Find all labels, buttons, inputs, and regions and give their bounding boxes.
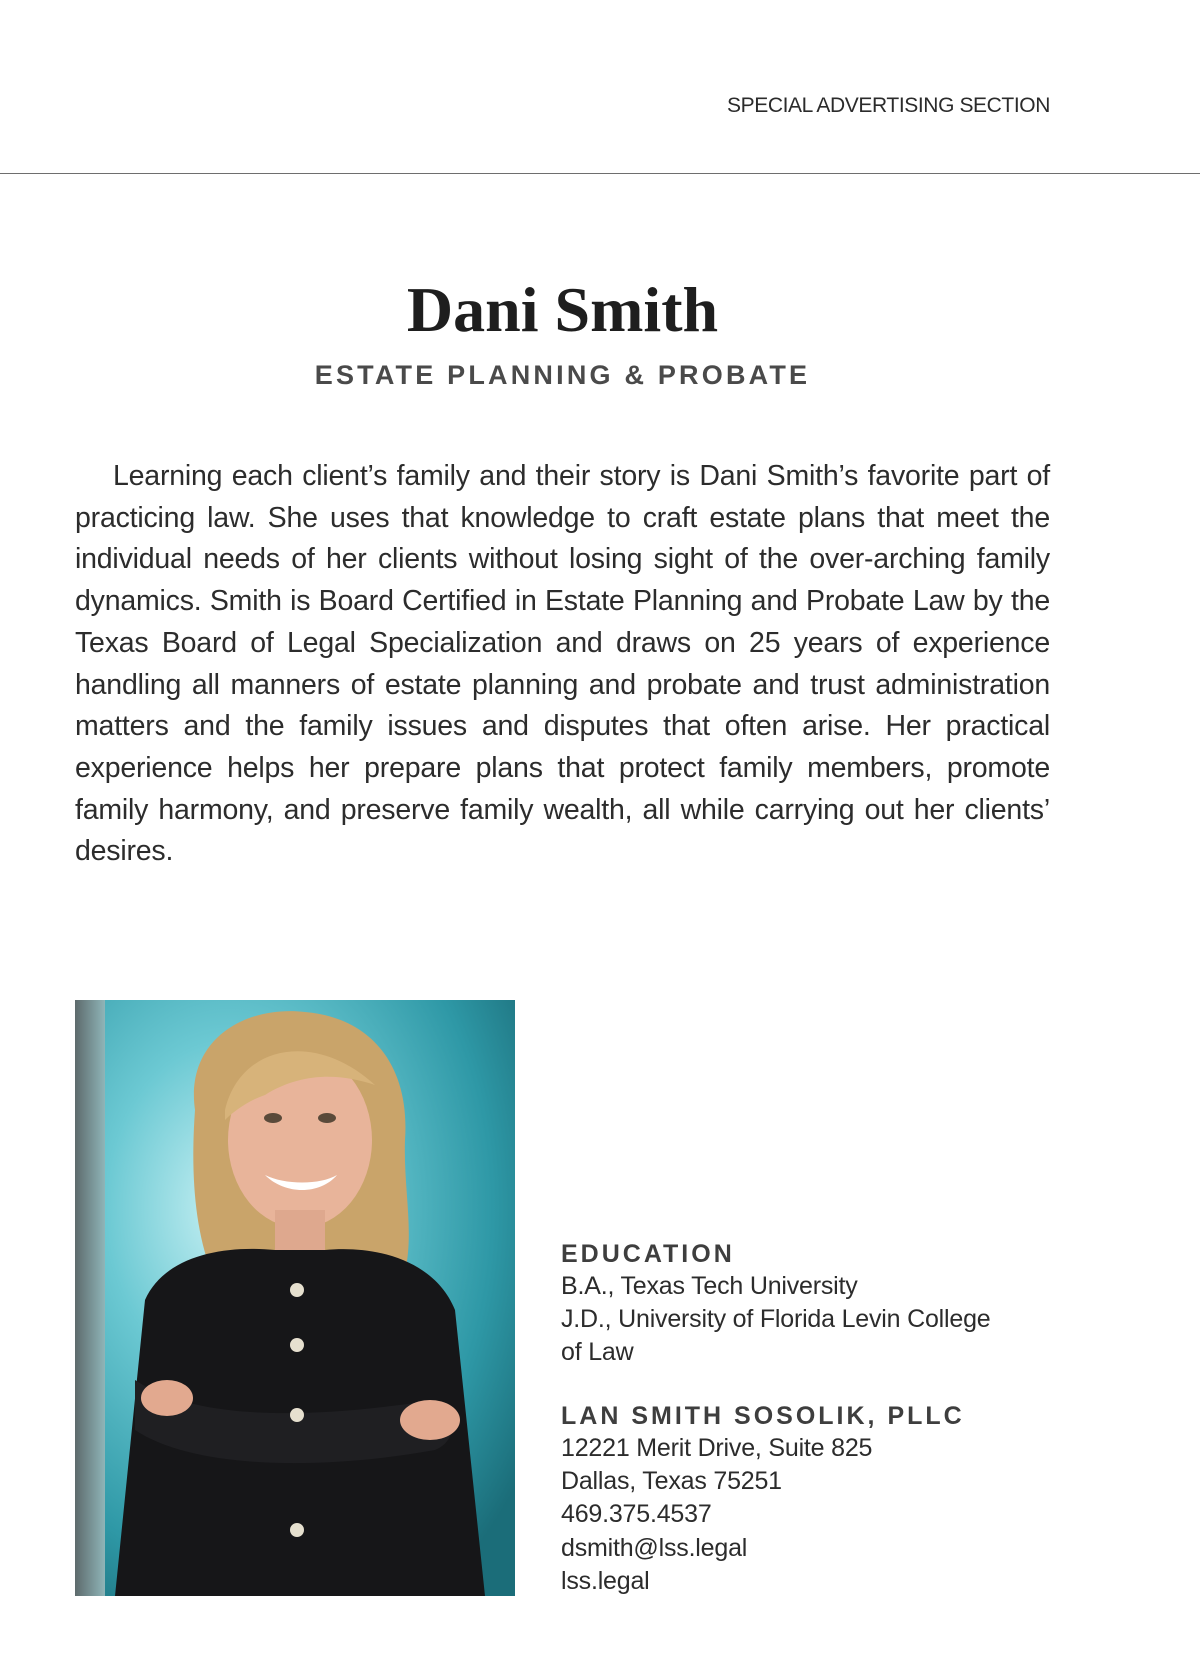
- attorney-name: Dani Smith: [406, 274, 719, 345]
- education-line: J.D., University of Florida Levin College: [561, 1305, 991, 1334]
- section-label: SPECIAL ADVERTISING SECTION: [727, 94, 1050, 117]
- portrait-photo: [75, 1000, 515, 1596]
- firm-website: lss.legal: [561, 1566, 650, 1595]
- firm-address-line-1: 12221 Merit Drive, Suite 825: [561, 1434, 873, 1462]
- education-line: of Law: [561, 1338, 634, 1367]
- education-line: B.A., Texas Tech University: [561, 1272, 858, 1300]
- practice-area: ESTATE PLANNING & PROBATE: [314, 360, 811, 390]
- firm-name: LAN SMITH SOSOLIK, PLLC: [561, 1402, 965, 1430]
- header-divider: [0, 173, 1200, 174]
- firm-email: dsmith@lss.legal: [561, 1533, 748, 1562]
- firm-phone: 469.375.4537: [561, 1500, 712, 1529]
- firm-address-line-2: Dallas, Texas 75251: [561, 1467, 782, 1496]
- education-heading: EDUCATION: [561, 1240, 735, 1268]
- education-section: [561, 1238, 1061, 1370]
- firm-contact-section: [561, 1400, 1061, 1598]
- bio-paragraph: Learning each client’s family and their story is Dani Smith’s favorite part of practicing law. She uses that knowledge to craft estate plans that meet the individual needs of her clients without losing sight of the over-arching family dynamics. Smith is Board Certified in Estate Planning and Probate Law by the Texas Board of Legal Specialization and draws on 25 years of experience handling all manners of estate planning and probate and trust administration matters and the family issues and disputes that often arise. Her practical experience helps her prepare plans that protect family members, promote family harmony, and preserve family wealth, all while carrying out her clients’ desires.: [75, 460, 1050, 868]
